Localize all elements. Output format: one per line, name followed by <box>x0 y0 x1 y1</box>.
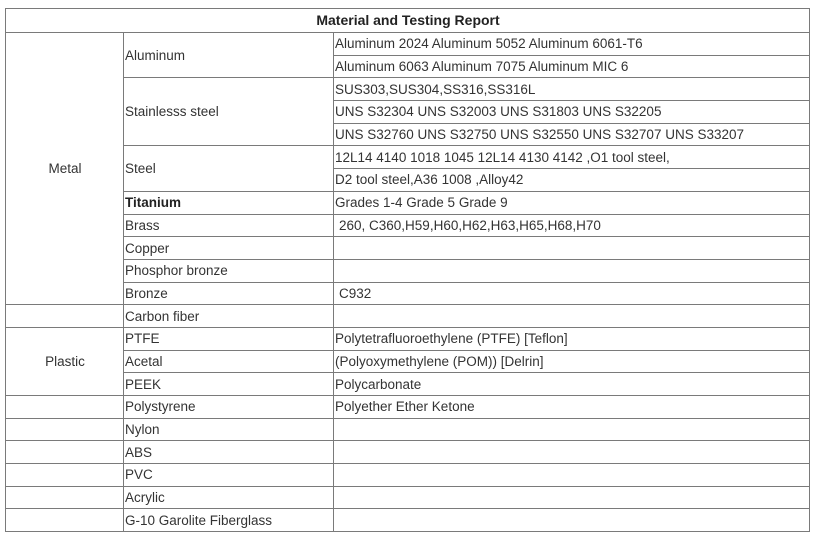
material-spec: Grades 1-4 Grade 5 Grade 9 <box>334 191 810 214</box>
table-row <box>6 282 810 305</box>
table-row <box>6 418 810 441</box>
material-name: Polystyrene <box>124 396 334 419</box>
table-row <box>6 305 810 328</box>
material-name: Titanium <box>124 191 334 214</box>
material-name: Carbon fiber <box>124 305 334 328</box>
material-spec: 260, C360,H59,H60,H62,H63,H65,H68,H70 <box>334 214 810 237</box>
material-spec: UNS S32304 UNS S32003 UNS S31803 UNS S32205 <box>334 101 810 124</box>
category-empty <box>6 464 124 487</box>
report-container <box>5 8 810 532</box>
table-row <box>6 350 810 373</box>
material-spec: Polytetrafluoroethylene (PTFE) [Teflon] <box>334 327 810 350</box>
table-row <box>6 396 810 419</box>
table-row <box>6 509 810 532</box>
report-title: Material and Testing Report <box>6 9 810 33</box>
category-empty <box>6 418 124 441</box>
table-row <box>6 237 810 260</box>
material-name: Stainlesss steel <box>124 78 334 146</box>
table-row <box>6 327 810 350</box>
material-name: Steel <box>124 146 334 191</box>
material-spec <box>334 237 810 260</box>
material-name: Aluminum <box>124 33 334 78</box>
material-spec <box>334 305 810 328</box>
material-spec: SUS303,SUS304,SS316,SS316L <box>334 78 810 101</box>
material-name: G-10 Garolite Fiberglass <box>124 509 334 532</box>
material-name: Nylon <box>124 418 334 441</box>
table-row <box>6 78 810 101</box>
material-report-table <box>5 8 810 532</box>
material-name: Bronze <box>124 282 334 305</box>
material-spec <box>334 418 810 441</box>
table-row <box>6 33 810 56</box>
category-plastic: Plastic <box>6 327 124 395</box>
category-empty <box>6 305 124 328</box>
material-spec: D2 tool steel,A36 1008 ,Alloy42 <box>334 169 810 192</box>
material-name: Acrylic <box>124 486 334 509</box>
material-name: PTFE <box>124 327 334 350</box>
material-spec <box>334 259 810 282</box>
material-spec <box>334 464 810 487</box>
table-row <box>6 464 810 487</box>
title-row <box>6 9 810 33</box>
category-empty <box>6 396 124 419</box>
material-name: Copper <box>124 237 334 260</box>
table-row <box>6 441 810 464</box>
category-empty <box>6 509 124 532</box>
material-name: Acetal <box>124 350 334 373</box>
table-row <box>6 373 810 396</box>
table-row <box>6 146 810 169</box>
category-empty <box>6 441 124 464</box>
material-spec <box>334 486 810 509</box>
material-spec <box>334 509 810 532</box>
category-metal: Metal <box>6 33 124 305</box>
material-spec: C932 <box>334 282 810 305</box>
material-spec: Polyether Ether Ketone <box>334 396 810 419</box>
material-name: Brass <box>124 214 334 237</box>
table-row <box>6 214 810 237</box>
material-spec: Aluminum 2024 Aluminum 5052 Aluminum 6061-T6 <box>334 33 810 56</box>
material-name: PVC <box>124 464 334 487</box>
material-spec <box>334 441 810 464</box>
category-empty <box>6 486 124 509</box>
material-spec: Polycarbonate <box>334 373 810 396</box>
table-row <box>6 191 810 214</box>
material-name: ABS <box>124 441 334 464</box>
table-row <box>6 259 810 282</box>
material-spec: Aluminum 6063 Aluminum 7075 Aluminum MIC 6 <box>334 55 810 78</box>
table-row <box>6 486 810 509</box>
material-name: PEEK <box>124 373 334 396</box>
material-spec: UNS S32760 UNS S32750 UNS S32550 UNS S32707 UNS S33207 <box>334 123 810 146</box>
material-spec: (Polyoxymethylene (POM)) [Delrin] <box>334 350 810 373</box>
material-name: Phosphor bronze <box>124 259 334 282</box>
material-spec: 12L14 4140 1018 1045 12L14 4130 4142 ,O1 tool steel, <box>334 146 810 169</box>
